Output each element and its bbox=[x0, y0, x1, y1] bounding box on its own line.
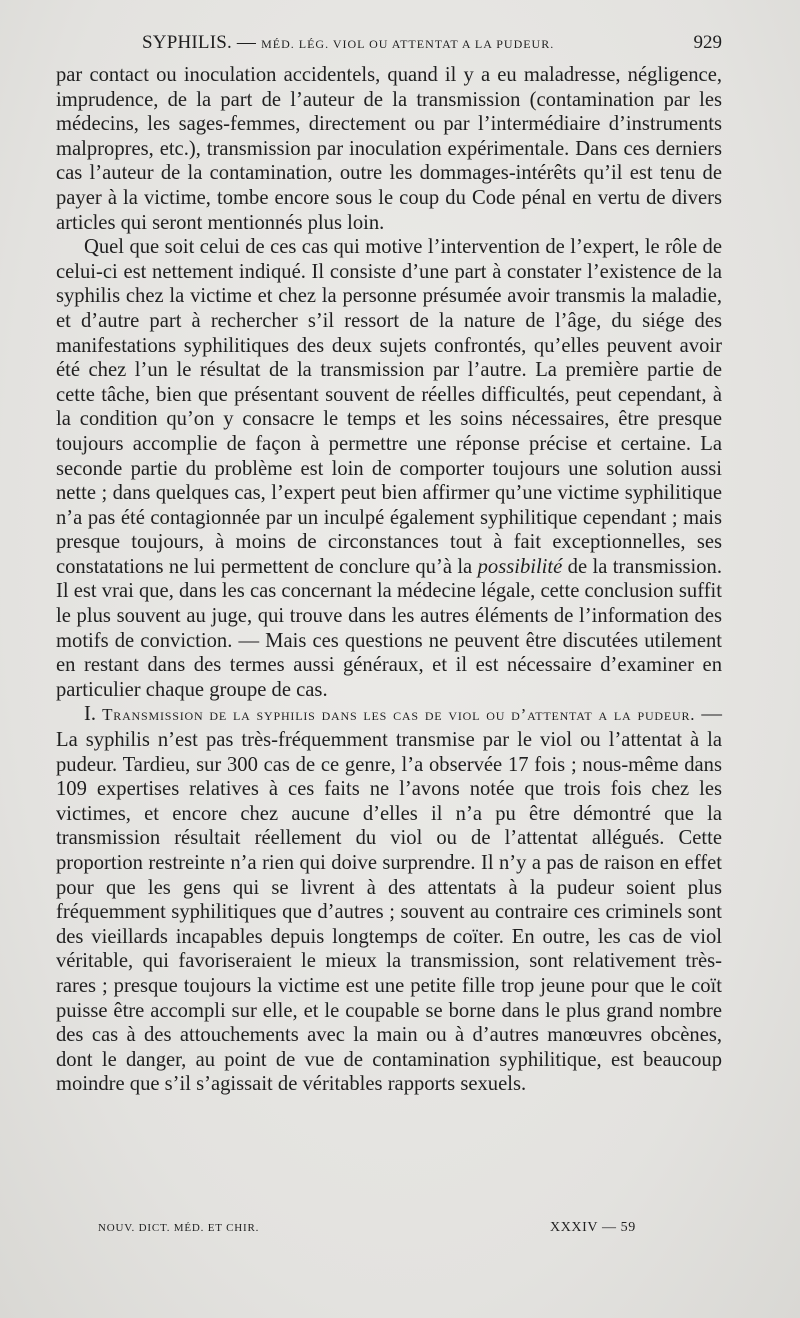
paragraph-3 bbox=[56, 702, 722, 1097]
running-header bbox=[52, 30, 722, 60]
paragraph-2 bbox=[56, 235, 722, 702]
paragraph-1: par contact ou inoculation accidentels, quand il y a eu maladresse, négligence, imprudence, de la part de l’auteur de la transmission (contamination par les médecins, les sages-femmes, directement ou par l’intermédiaire d’instruments malpropres, etc.), transmission par inoculation expérimentale. Dans ces derniers cas l’auteur de la contamination, outre les dommages-intérêts qu’il est tenu de payer à la victime, tombe encore sous le coup du Code pénal en vertu de divers articles qui seront mentionnés plus loin. bbox=[56, 64, 722, 234]
running-title bbox=[142, 32, 554, 54]
emphasis-possibilite: possibilité bbox=[477, 555, 563, 578]
header-dash: — bbox=[236, 32, 257, 53]
section-number: I. bbox=[84, 703, 97, 726]
main-text bbox=[56, 63, 722, 1097]
footer-signature: XXXIV — 59 bbox=[550, 1220, 636, 1235]
paragraph-2-part-a: Quel que soit celui de ces cas qui motive l’intervention de l’expert, le rôle de celui-ci est nettement indiqué. Il consiste d’une part à constater l’existence de la syphilis chez la victime et chez la personne présumée avoir transmis la maladie, et d’autre part à rechercher s’il ressort de la nature de l’âge, du siége des manifestations syphilitiques des deux sujets confrontés, qu’elles peuvent avoir été chez l’un le résultat de la transmission par l’autre. La première partie de cette tâche, bien que présentant souvent de réelles difficultés, peut cependant, à la condition qu’on y consacre le temps et les soins nécessaires, être presque toujours accomplie de façon à permettre une réponse précise et certaine. La seconde partie du problème est loin de comporter toujours une solution aussi nette ; dans quelques cas, l’expert peut bien affirmer qu’une victime syphilitique n’a pas été contagionnée par un inculpé également syphilitique cependant ; mais presque toujours, à moins de circonstances tout à fait exceptionnelles, ses constatations ne lui permettent de conclure qu’à la bbox=[56, 236, 722, 578]
header-title-sub: MÉD. LÉG. VIOL OU ATTENTAT A LA PUDEUR. bbox=[261, 37, 555, 51]
section-heading: Transmission de la syphilis dans les cas de viol ou d’attentat a la pudeur. bbox=[102, 705, 696, 725]
page-footer bbox=[98, 1220, 722, 1240]
header-title-main: SYPHILIS. bbox=[142, 32, 232, 53]
page-number: 929 bbox=[693, 32, 722, 53]
section-body: — La syphilis n’est pas très-fréquemment transmise par le viol ou l’attentat à la pudeur. Tardieu, sur 300 cas de ce genre, l’a observée 17 fois ; nous-même dans 109 expertises relatives à ces faits ne l’avons notée que trois fois chez les victimes, et encore chez aucune d’elles il n’a pu être démontré que la transmission résultait réellement du viol ou de l’attentat allégués. Cette proportion restreinte n’a rien qui doive surprendre. Il n’y a pas de raison en effet pour que les gens qui se livrent à des attentats à la pudeur soient plus fréquemment syphilitiques que d’autres ; souvent au contraire ces criminels sont des vieillards incapables depuis longtemps de coïter. En outre, les cas de viol véritable, qui favoriseraient le mieux la transmission, sont relativement très-rares ; presque toujours la victime est une petite fille trop jeune pour que le coït puisse être accompli sur elle, et le coupable se borne dans le plus grand nombre des cas à des attouchements avec la main ou à d’autres manœuvres obcènes, dont le danger, au point de vue de contamination syphilitique, est beaucoup moindre que s’il s’agissait de véritables rapports sexuels. bbox=[56, 703, 722, 1096]
paragraph-2-part-b: de la transmission. Il est vrai que, dans les cas concernant la médecine légale, cette conclusion suffit le plus souvent au juge, qui trouve dans les autres éléments de l’information des motifs de conviction. — Mais ces questions ne peuvent être discutées utilement en restant dans des termes aussi généraux, et il est nécessaire d’examiner en particulier chaque groupe de cas. bbox=[56, 555, 722, 701]
footer-publication: NOUV. DICT. MÉD. ET CHIR. bbox=[98, 1222, 260, 1234]
